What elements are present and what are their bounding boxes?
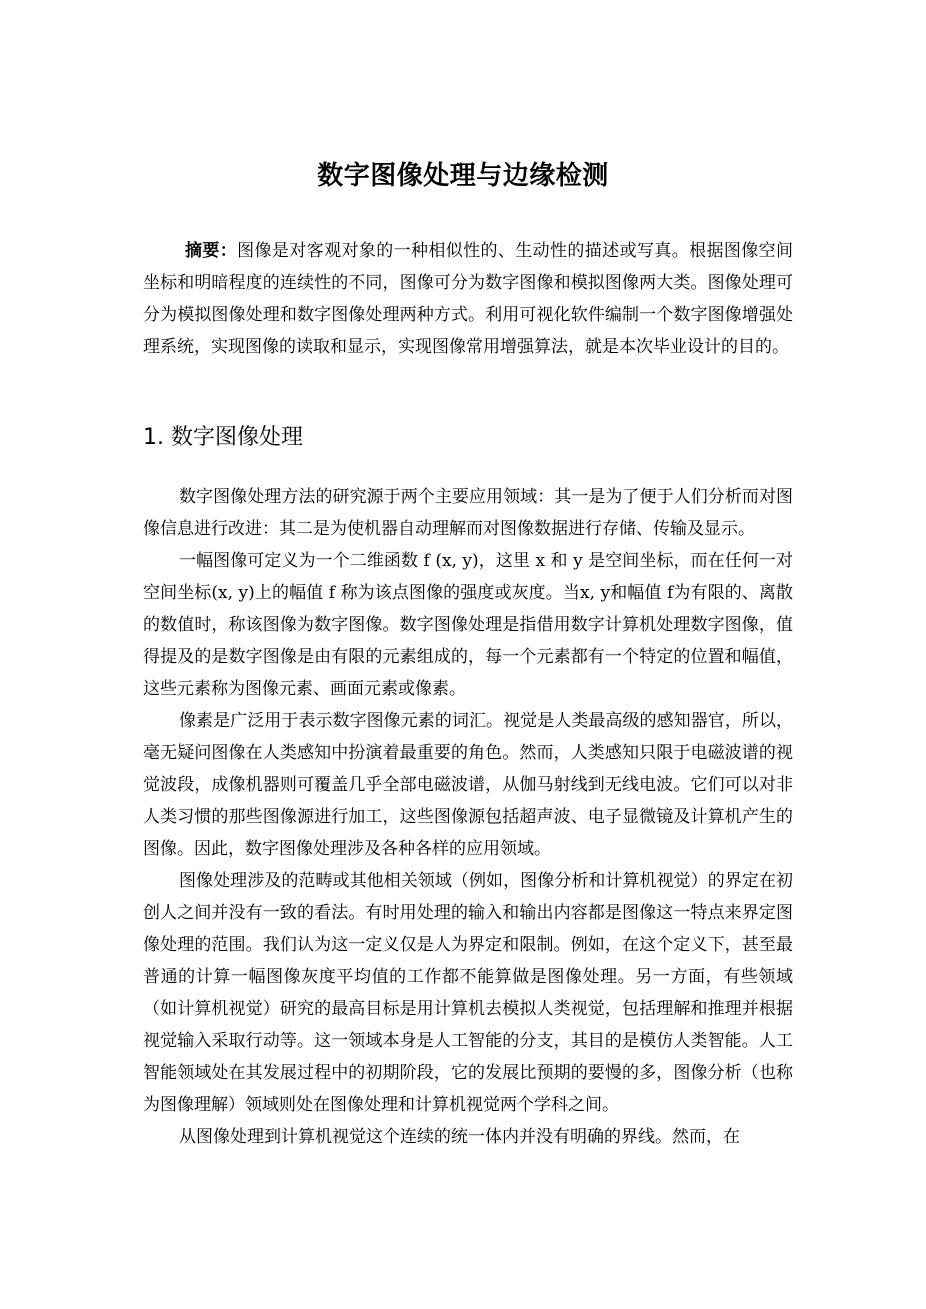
section-heading: 1. 数字图像处理 [143,425,303,450]
body-paragraph: 图像处理涉及的范畴或其他相关领域（例如，图像分析和计算机视觉）的界定在初创人之间并没有一致的看法。有时用处理的输入和输出内容都是图像这一特点来界定图像处理的范围。我们认为这一定义仅是人为界定和限制。例如，在这个定义下，甚至最普通的计算一幅图像灰度平均值的工作都不能算做是图像处理。另一方面，有些领域（如计算机视觉）研究的最高目标是用计算机去模拟人类视觉，包括理解和推理并根据视觉输入采取行动等。这一领域本身是人工智能的分支，其目的是模仿人类智能。人工智能领域处在其发展过程中的初期阶段，它的发展比预期的要慢的多，图像分析（也称为图像理解）领域则处在图像处理和计算机视觉两个学科之间。 [143,871,793,1115]
abstract-label: 摘要： [185,241,238,261]
section-body [143,481,793,1153]
body-paragraph: 像素是广泛用于表示数字图像元素的词汇。视觉是人类最高级的感知器官，所以，毫无疑问图像在人类感知中扮演着最重要的角色。然而，人类感知只限于电磁波谱的视觉波段，成像机器则可覆盖几乎全部电磁波谱，从伽马射线到无线电波。它们可以对非人类习惯的那些图像源进行加工，这些图像源包括超声波、电子显微镜及计算机产生的图像。因此，数字图像处理涉及各种各样的应用领域。 [143,711,793,859]
document-title: 数字图像处理与边缘检测 [317,161,609,191]
body-paragraph: 从图像处理到计算机视觉这个连续的统一体内并没有明确的界线。然而，在 [179,1127,740,1147]
abstract-paragraph [143,235,793,363]
body-paragraph: 数字图像处理方法的研究源于两个主要应用领域：其一是为了便于人们分析而对图像信息进行改进：其二是为使机器自动理解而对图像数据进行存储、传输及显示。 [143,487,793,539]
abstract-text: 图像是对客观对象的一种相似性的、生动性的描述或写真。根据图像空间坐标和明暗程度的连续性的不同，图像可分为数字图像和模拟图像两大类。图像处理可分为模拟图像处理和数字图像处理两种方式。利用可视化软件编制一个数字图像增强处理系统，实现图像的读取和显示，实现图像常用增强算法，就是本次毕业设计的目的。 [143,241,794,357]
body-paragraph: 一幅图像可定义为一个二维函数 f (x, y)，这里 x 和 y 是空间坐标，而在任何一对空间坐标(x, y)上的幅值 f 称为该点图像的强度或灰度。当x, y和幅值 f为有限的、离散的数值时，称该图像为数字图像。数字图像处理是指借用数字计算机处理数字图像，值得提及的是数字图像是由有限的元素组成的，每一个元素都有一个特定的位置和幅值，这些元素称为图像元素、画面元素或像素。 [143,551,793,699]
